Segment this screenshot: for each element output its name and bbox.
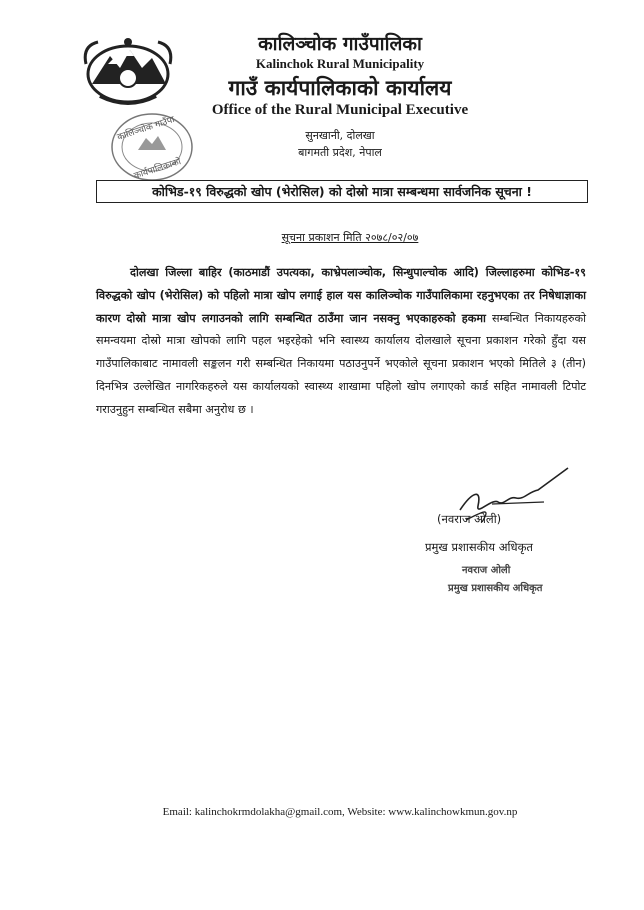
signatory-name: (नवराज ओली)	[437, 512, 502, 526]
footer-contact: Email: kalinchokrmdolakha@gmail.com, Website: www.kalinchowkmun.gov.np	[162, 806, 518, 818]
office-seal-icon	[108, 110, 196, 184]
notice-body-bold: दोलखा जिल्ला बाहिर (काठमाडौं उपत्यका, काभ्रेपलाञ्चोक, सिन्धुपाल्चोक आदि) जिल्लाहरुमा कोभिड-१९ विरुद्धको खोप (भेरोसिल) को पहिलो मात्रा खोप लगाई हाल यस कालिञ्चोक गाउँपालिकामा रहनुभएका तर निषेधाज्ञाका कारण दोस्रो मात्रा खोप लगाउनको लागि सम्बन्धित ठाउँमा जान नसक्नु भएकाहरुको हकमा	[96, 266, 586, 325]
stamp-signatory-name: नवराज ओली	[462, 565, 511, 576]
municipality-name-np: कालिञ्चोक गाउँपालिका	[258, 33, 422, 55]
notice-body	[96, 262, 586, 422]
address-line-1: सुनखानी, दोलखा	[305, 129, 375, 142]
municipality-name-en: Kalinchok Rural Municipality	[255, 56, 425, 71]
seal-text-1: कालिञ्चोक गाउँपा	[116, 115, 176, 143]
signatory-title: प्रमुख प्रशासकीय अधिकृत	[425, 540, 533, 554]
office-name-en: Office of the Rural Municipal Executive	[211, 102, 469, 118]
notice-subject-text: कोभिड-१९ विरुद्धको खोप (भेरोसिल) को दोस्रो मात्रा सम्बन्धमा सार्वजनिक सूचना !	[152, 184, 532, 199]
publication-date: सूचना प्रकाशन मिति २०७८/०२/०७	[281, 231, 419, 244]
nepal-emblem-icon	[80, 34, 176, 110]
address-line-2: बागमती प्रदेश, नेपाल	[298, 146, 382, 159]
stamp-signatory-title: प्रमुख प्रशासकीय अधिकृत	[448, 583, 543, 594]
seal-text-2: कार्यपालिकाको	[132, 157, 183, 182]
notice-body-rest: सम्बन्धित निकायहरुको समन्वयमा दोस्रो मात्रा खोपको लागि पहल भइरहेको भनि स्वास्थ्य कार्यालय दोलखाले सूचना प्रकाशन गरेको हुँदा यस गाउँपालिकाबाट नामावली सङ्कलन गरी सम्बन्धित निकायमा पठाउनुपर्ने भएकोले सूचना प्रकाशन भएको मितिले ३ (तीन) दिनभित्र उल्लेखित नागरिकहरुले यस कार्यालयको स्वास्थ्य शाखामा पहिलो खोप लगाएको कार्ड सहित नामावली टिपोट गराउनुहुन सम्बन्धित सबैमा अनुरोध छ ।	[96, 311, 586, 416]
office-name-np: गाउँ कार्यपालिकाको कार्यालय	[228, 75, 452, 100]
notice-subject	[96, 180, 588, 203]
